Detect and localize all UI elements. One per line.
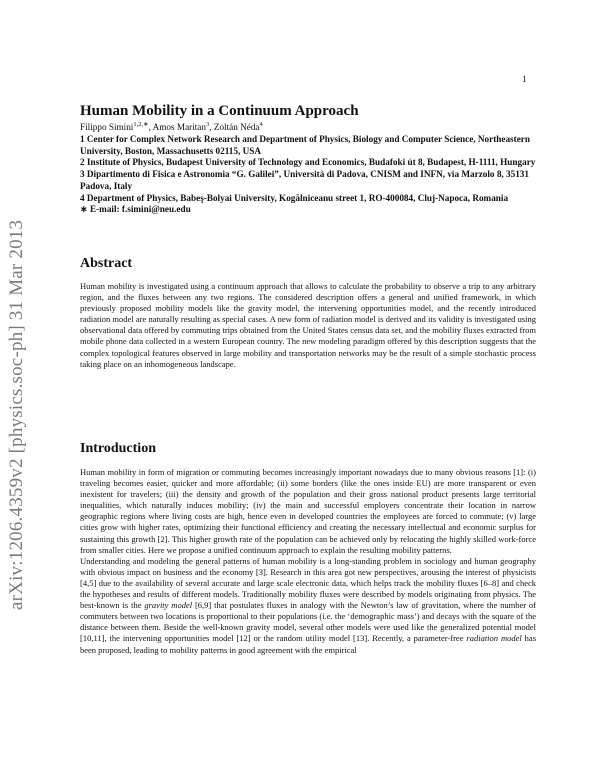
paper-title: Human Mobility in a Continuum Approach xyxy=(80,103,359,119)
introduction-heading: Introduction xyxy=(80,441,156,456)
intro-emphasis-radiation-model: radiation model xyxy=(466,633,522,644)
affiliation-item: 3 Dipartimento di Fisica e Astronomia “G. Galilei”, Università di Padova, CNISM and INFN, via Marzolo 8, 35131 Padova, Italy xyxy=(80,169,529,191)
abstract-heading: Abstract xyxy=(80,256,133,271)
affiliation-item: 4 Department of Physics, Babeş-Bolyai University, Kogălniceanu street 1, RO-400084, Cluj-Napoca, Romania xyxy=(80,192,509,203)
intro-text-segment: Understanding and modeling the general patterns of human mobility is a long-standing problem in sociology and human geography with obvious impact on business and the economy [3]. Research in this area got new perspectives, arousing the interest of physicists [4,5] due to the availability of several accurate and large scale electronic data, which helps track the mobility fluxes [6–8] and check the hypotheses and results of different models. Traditionally mobility fluxes were described by models originating from physics. The best-known is the xyxy=(80,555,536,611)
author-affiliation-marker: 4 xyxy=(259,121,263,128)
abstract-body xyxy=(80,281,536,370)
page-number: 1 xyxy=(522,74,527,84)
affiliation-item: 1 Center for Complex Network Research and Department of Physics, Biology and Computer Science, Northeastern University, Boston, Massachusetts 02115, USA xyxy=(80,134,530,156)
arxiv-identifier-stamp: arXiv:1206.4359v2 [physics.soc-ph] 31 Mar 2013 xyxy=(6,219,27,610)
author-list xyxy=(80,120,263,132)
author-name: Filippo Simini xyxy=(80,122,134,133)
intro-text-segment: [6,9] that postulates fluxes in analogy with the Newton’s law of gravitation, where the number of commuters between two locations is proportional to their populations (i.e. the ‘demographic mass’) and decays with the square of the distance between them. Beside the well-known gravity model, several other models were used like the generalized potential model [10,11], the intervening opportunities model [12] or the random utility model [13]. Recently, a parameter-free xyxy=(80,600,537,644)
author-name: , Amos Maritan xyxy=(148,122,206,133)
introduction-body xyxy=(80,467,536,656)
intro-text-segment: has been proposed, leading to mobility patterns in good agreement with the empirical xyxy=(80,633,536,655)
affiliation-item: 2 Institute of Physics, Budapest University of Technology and Economics, Budafoki út 8, Budapest, H-1111, Hungary xyxy=(80,157,536,168)
intro-paragraph-2 xyxy=(80,556,536,656)
intro-emphasis-gravity-model: gravity model xyxy=(144,600,193,611)
author-affiliation-marker: 3 xyxy=(205,121,210,128)
author-affiliation-marker: 1,2,∗ xyxy=(133,121,149,128)
contact-email: ∗ E-mail: f.simini@neu.edu xyxy=(80,204,191,215)
author-name: , Zoltán Néda xyxy=(209,122,260,133)
intro-paragraph-1: Human mobility in form of migration or commuting becomes increasingly important nowadays due to many obvious reasons [1]: (i) traveling becomes easier, quicker and more affordable; (ii) some borders (like the ones inside EU) are more transparent or even inexistent for travelers; (iii) the density and growth of the population and their gross national product presents large territorial inequalities, which naturally induces mobility; (iv) the main and successful employers concentrate their location in narrow geographic regions where living costs are high, hence even in developed countries the employees are forced to commute; (v) large cities grow with higher rates, optimizing their functional efficiency and creating the necessary intellectual and economic surplus for sustaining this growth [2]. This higher growth rate of the population can be achieved only by relocating the highly skilled work-force from smaller cities. Here we propose a unified continuum approach to explain the resulting mobility patterns. xyxy=(80,467,536,555)
affiliations xyxy=(80,134,540,216)
abstract-paragraph: Human mobility is investigated using a continuum approach that allows to calculate the probability to observe a trip to any arbitrary region, and the fluxes between any two regions. The considered description offers a general and unified framework, in which previously proposed mobility models like the gravity model, the intervening opportunities model, and the recently introduced radiation model are naturally resulting as special cases. A new form of radiation model is derived and its validity is investigated using observational data offered by commuting trips obtained from the United States census data set, and the mobility fluxes extracted from mobile phone data collected in a western European country. The new modeling paradigm offered by this description suggests that the complex topological features observed in large mobility and transportation networks may be the result of a simple stochastic process taking place on an inhomogeneous landscape. xyxy=(80,281,536,369)
